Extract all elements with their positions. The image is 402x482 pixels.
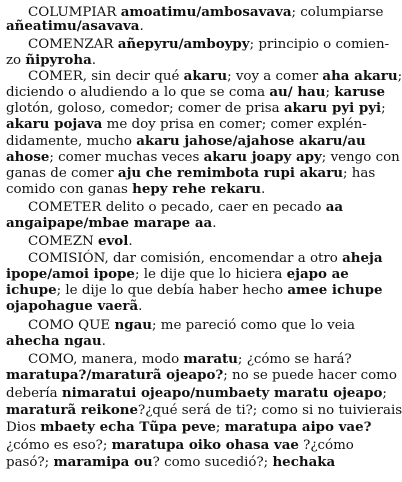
text-line [6,165,395,181]
guarani-term: ngau [114,317,152,333]
guarani-term: au/ hau [269,84,326,100]
spanish-text: ; comer muchas veces [49,150,204,165]
spanish-text: . [261,182,266,197]
text-line [6,333,395,349]
guarani-term: maratupa oiko ohasa vae [111,437,299,453]
spanish-text: ; ¿cómo se hará? [237,352,352,367]
guarani-term: añepyru/amboypy [117,36,250,52]
text-line [6,100,395,116]
spanish-text: zo [6,53,26,68]
guarani-term: angaipape/mbae marape aa [6,215,213,231]
text-line [6,18,395,34]
spanish-text: . [101,334,106,349]
guarani-term: maratupa?/maraturã ojeapo? [6,367,224,383]
spanish-text: didamente, mucho [6,134,137,149]
spanish-text: COMER, sin decir qué [28,69,184,84]
spanish-text: ; no se puede hacer como [223,368,397,383]
spanish-text: comido con ganas [6,182,133,197]
guarani-term: ejapo ae [286,266,349,282]
guarani-term: aha akaru [322,68,398,84]
guarani-term: akaru joapy apy [203,149,322,165]
spanish-text: me doy prisa en comer; comer explén- [102,117,367,132]
guarani-term: evol [98,233,129,249]
guarani-term: karuse [334,84,386,100]
spanish-text: . [91,53,97,68]
spanish-text: ; [382,386,387,401]
text-line [6,266,395,282]
spanish-text: . [212,216,217,231]
guarani-term: amoatimu/ambosavava [120,4,292,20]
spanish-text: Dios [6,420,41,435]
spanish-text: COMENZAR [28,37,118,52]
text-line [6,149,400,165]
spanish-text: ; [381,101,386,116]
text-line [6,116,395,132]
text-line [28,351,395,367]
text-line [6,367,395,383]
guarani-term: akaru jahose/ajahose akaru/au [136,133,366,149]
guarani-term: maratu [183,351,238,367]
text-line [6,385,395,401]
spanish-text: ? como sucedió?; [152,455,273,470]
text-line [6,52,395,68]
spanish-text: ; me pareció como que lo veia [151,318,355,333]
guarani-term: añeatimu/asavava [6,18,140,34]
spanish-text: ; [215,420,225,435]
text-line [28,233,395,249]
text-line [6,181,395,197]
text-line [28,36,395,52]
spanish-text: ; [325,85,335,100]
spanish-text: . [139,19,144,34]
spanish-text: ganas de comer [6,166,118,181]
text-line [6,437,395,453]
spanish-text: ; vengo con [321,150,400,165]
guarani-term: mbaety echa Tũpa peve [40,419,216,435]
text-line [6,282,395,298]
spanish-text: ; le dije lo que debía haber hecho [56,283,288,298]
text-line [28,250,395,266]
spanish-text: ?¿cómo [298,438,354,453]
spanish-text: debería [6,386,62,401]
guarani-term: hepy rehe rekaru [132,181,262,197]
guarani-term: maramipa ou [53,454,153,470]
guarani-term: ahecha ngau [6,333,102,349]
spanish-text: ; has [343,166,376,181]
spanish-text: COMO QUE [28,318,115,333]
guarani-term: akaru pojava [6,116,103,132]
guarani-term: ichupe [6,282,57,298]
spanish-text: pasó?; [6,455,54,470]
spanish-text: ?¿qué será de ti?; como si no tuivierais [138,403,402,418]
text-line [6,84,395,100]
text-line [6,419,395,435]
spanish-text: ; [397,69,402,84]
guarani-term: aju che remimbota rupi akaru [117,165,344,181]
spanish-text: ¿cómo es eso?; [6,438,112,453]
spanish-text: COMO, manera, modo [28,352,184,367]
guarani-term: akaru [183,68,228,84]
spanish-text: glotón, goloso, comedor; comer de prisa [6,101,284,116]
text-line [6,215,395,231]
text-line [6,298,395,314]
text-line [28,317,395,333]
guarani-term: ahose [6,149,50,165]
guarani-term: maraturã reikone [6,402,139,418]
text-line [28,68,402,84]
spanish-text: COLUMPIAR [28,5,121,20]
spanish-text: . [138,299,143,314]
spanish-text: COMETER delito o pecado, caer en pecado [28,200,326,215]
guarani-term: hechaka [272,454,336,470]
spanish-text: diciendo o aludiendo a lo que se coma [6,85,270,100]
guarani-term: nimaratui ojeapo/numbaety maratu ojeapo [61,385,383,401]
spanish-text: ; le dije que lo hiciera [134,267,287,282]
text-line [6,402,402,418]
guarani-term: aheja [342,250,383,266]
spanish-text: ; columpiarse [291,5,384,20]
spanish-text: COMEZN [28,234,98,249]
spanish-text: ; principio o comien- [249,37,390,52]
guarani-term: aa [325,199,344,215]
text-line [6,454,395,470]
spanish-text: COMISIÓN, dar comisión, encomendar a otro [28,251,343,266]
spanish-text: . [128,234,133,249]
guarani-term: ñipyroha [25,52,92,68]
guarani-term: akaru pyi pyi [283,100,382,116]
text-line [6,133,395,149]
guarani-term: maratupa aipo vae? [224,419,372,435]
guarani-term: amee ichupe [287,282,383,298]
text-line [28,199,395,215]
guarani-term: ipope/amoi ipope [6,266,135,282]
guarani-term: ojapohague vaerã [6,298,139,314]
spanish-text: ; voy a comer [227,69,323,84]
